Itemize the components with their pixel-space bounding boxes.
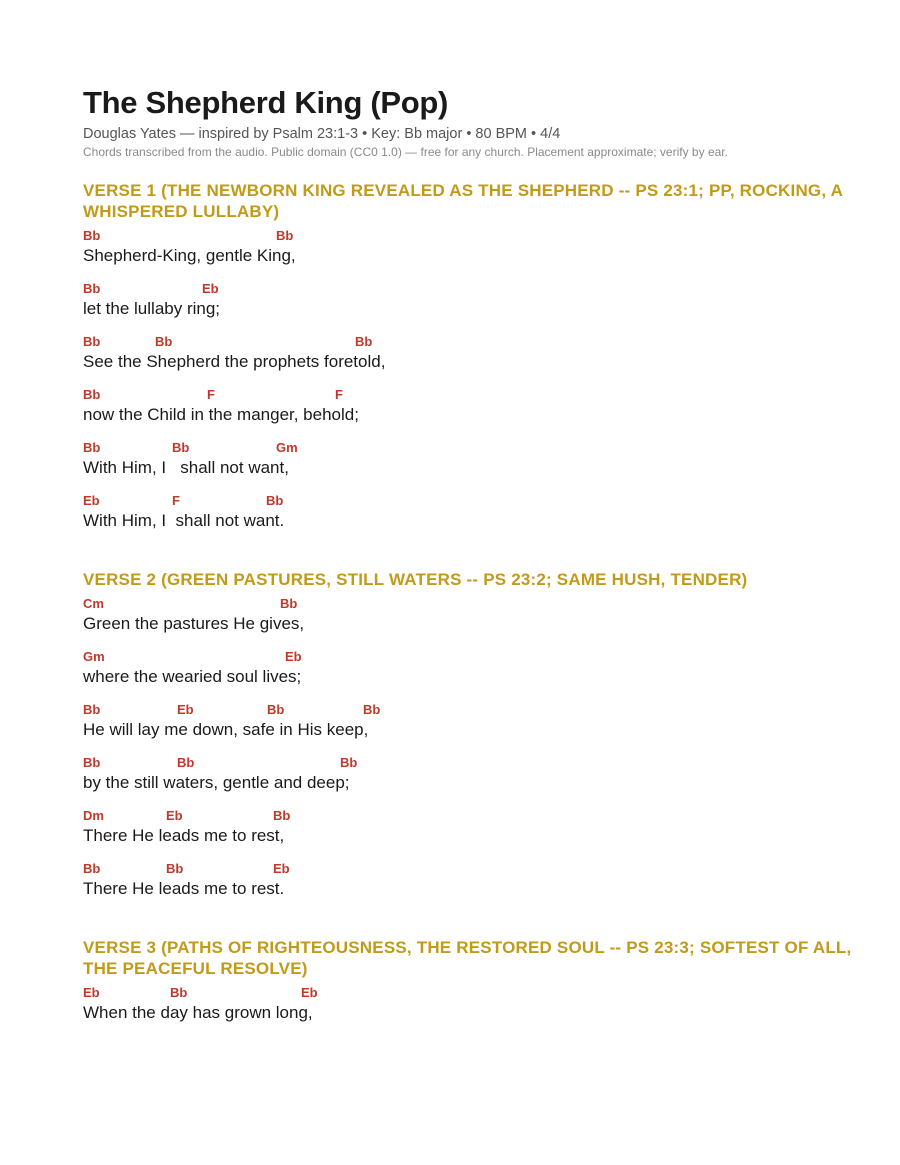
chord: Bb — [83, 387, 101, 402]
song-line — [83, 278, 860, 331]
chord: Eb — [273, 861, 290, 876]
song-line — [83, 437, 860, 490]
lyric-line: let the lullaby ring; — [83, 299, 221, 318]
chord: Eb — [301, 985, 318, 1000]
song-section — [83, 180, 860, 543]
chord: Cm — [83, 596, 104, 611]
chord: Bb — [172, 440, 190, 455]
lyric-line: With Him, I shall not want, — [83, 458, 289, 477]
chord: Bb — [340, 755, 358, 770]
chord: F — [172, 493, 180, 508]
chord-row — [83, 437, 860, 457]
chord: Bb — [83, 861, 101, 876]
song-meta: Douglas Yates — inspired by Psalm 23:1-3 • Key: Bb major • 80 BPM • 4/4 — [83, 126, 561, 142]
song-line — [83, 982, 860, 1035]
song-sheet — [83, 84, 860, 1035]
chord-row — [83, 278, 860, 298]
chord: Eb — [177, 702, 194, 717]
chord: F — [335, 387, 343, 402]
lyric-line: Green the pastures He gives, — [83, 614, 305, 633]
chord: Eb — [166, 808, 183, 823]
song-line — [83, 805, 860, 858]
chord: Bb — [83, 281, 101, 296]
song-title: The Shepherd King (Pop) — [83, 85, 449, 120]
chord: Bb — [166, 861, 184, 876]
chord: Bb — [177, 755, 195, 770]
chord-row — [83, 225, 860, 245]
chord: Eb — [202, 281, 219, 296]
chord-row — [83, 858, 860, 878]
lyric-line: When the day has grown long, — [83, 1003, 313, 1022]
chord: Dm — [83, 808, 104, 823]
song-sections — [83, 180, 860, 1035]
song-line — [83, 331, 860, 384]
chord: F — [207, 387, 215, 402]
lyric-line: now the Child in the manger, behold; — [83, 405, 359, 424]
song-line — [83, 225, 860, 278]
chord: Bb — [83, 440, 101, 455]
lyric-line: He will lay me down, safe in His keep, — [83, 720, 369, 739]
chord: Bb — [83, 702, 101, 717]
song-line — [83, 858, 860, 911]
song-line — [83, 699, 860, 752]
chord-row — [83, 752, 860, 772]
lyric-line: There He leads me to rest. — [83, 879, 285, 898]
lyric-line: Shepherd-King, gentle King, — [83, 246, 296, 265]
chord: Bb — [266, 493, 284, 508]
song-line — [83, 384, 860, 437]
lyric-line: There He leads me to rest, — [83, 826, 285, 845]
transcription-note: Chords transcribed from the audio. Public domain (CC0 1.0) — free for any church. Placement approximate; verify by ear. — [83, 145, 728, 159]
chord: Bb — [83, 228, 101, 243]
chord: Bb — [273, 808, 291, 823]
chord: Bb — [83, 334, 101, 349]
section-title: VERSE 2 (GREEN PASTURES, STILL WATERS -- PS 23:2; SAME HUSH, TENDER) — [83, 570, 748, 589]
chord-row — [83, 490, 860, 510]
chord: Bb — [83, 755, 101, 770]
section-title: VERSE 3 (PATHS OF RIGHTEOUSNESS, THE RESTORED SOUL -- PS 23:3; SOFTEST OF ALL, THE PEACEFUL RESOLVE) — [83, 938, 852, 978]
lyric-line: where the wearied soul lives; — [83, 667, 302, 686]
chord: Bb — [363, 702, 381, 717]
chord-row — [83, 982, 860, 1002]
chord: Eb — [285, 649, 302, 664]
song-section — [83, 569, 860, 911]
chord: Bb — [355, 334, 373, 349]
section-title: VERSE 1 (THE NEWBORN KING REVEALED AS THE SHEPHERD -- PS 23:1; PP, ROCKING, A WHISPERED LULLABY) — [83, 181, 843, 221]
song-line — [83, 490, 860, 543]
chord-row — [83, 805, 860, 825]
chord: Gm — [83, 649, 105, 664]
song-line — [83, 593, 860, 646]
chord-row — [83, 699, 860, 719]
song-section — [83, 937, 860, 1035]
song-line — [83, 646, 860, 699]
lyric-line: With Him, I shall not want. — [83, 511, 285, 530]
chord: Bb — [155, 334, 173, 349]
chord-row — [83, 593, 860, 613]
chord: Gm — [276, 440, 298, 455]
chord: Bb — [267, 702, 285, 717]
chord-row — [83, 331, 860, 351]
chord-row — [83, 384, 860, 404]
chord: Bb — [170, 985, 188, 1000]
chord: Bb — [280, 596, 298, 611]
lyric-line: See the Shepherd the prophets foretold, — [83, 352, 386, 371]
song-line — [83, 752, 860, 805]
chord: Eb — [83, 985, 100, 1000]
chord: Eb — [83, 493, 100, 508]
lyric-line: by the still waters, gentle and deep; — [83, 773, 350, 792]
chord: Bb — [276, 228, 294, 243]
chord-row — [83, 646, 860, 666]
